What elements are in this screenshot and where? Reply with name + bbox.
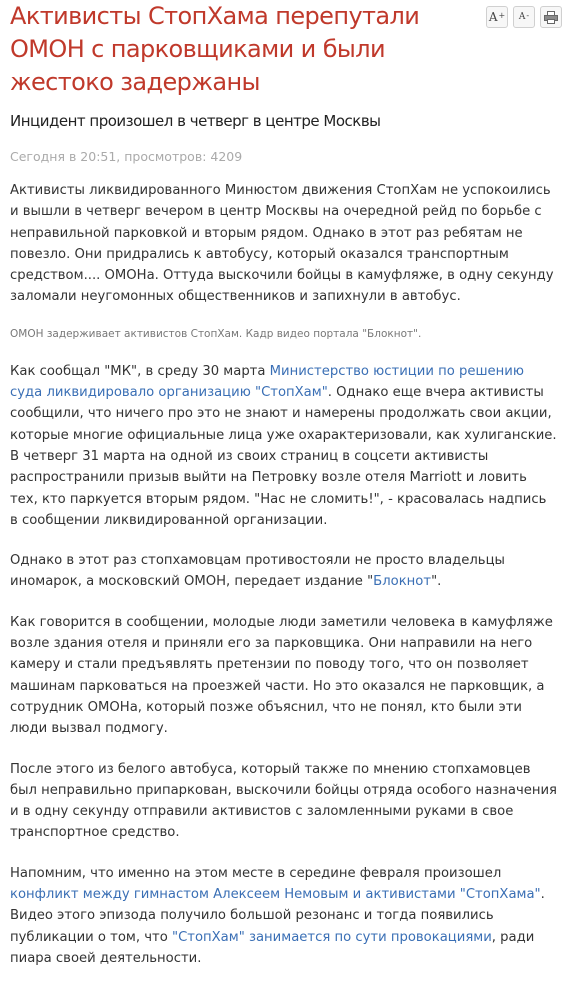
paragraph-6-text-a: Напомним, что именно на этом месте в середине февраля произошел <box>10 865 502 881</box>
provocations-link[interactable]: "СтопХам" занимается по сути провокациями <box>172 929 492 945</box>
article-meta: Сегодня в 20:51, просмотров: 4209 <box>10 149 243 164</box>
paragraph-4: Как говорится в сообщении, молодые люди заметили человека в камуфляже возле здания отеля и приняли его за парковщика. Они направили на него камеру и стали предъявлять претензии по поводу того, что он позволяет машинам парковаться на проезжей части. Но это оказался не парковщик, а сотрудник ОМОНа, который позже объяснил, что не понял, кто были эти люди вызвал подмогу. <box>10 614 553 737</box>
paragraph-5: После этого из белого автобуса, который также по мнению стопхамовцев был неправильно припаркован, выскочили бойцы отряда особого назначения и в одну секунду отправили активистов с заломленными руками в свое транспортное средство. <box>10 761 557 841</box>
font-increase-button[interactable] <box>486 6 508 28</box>
paragraph-2-text-a: Как сообщал "МК", в среду 30 марта <box>10 363 270 379</box>
paragraph-3 <box>10 550 558 593</box>
image-caption: ОМОН задерживает активистов СтопХам. Кадр видео портала "Блокнот". <box>10 327 422 340</box>
paragraph-3-text-b: ". <box>431 574 442 590</box>
font-increase-letter: A <box>488 10 498 24</box>
paragraph-6-text-c: , ради пиара своей деятельности. <box>10 929 535 966</box>
nemov-conflict-link[interactable]: конфликт между гимнастом Алексеем Немовым и активистами "СтопХама" <box>10 887 541 903</box>
text-tools <box>486 6 562 28</box>
lead-paragraph: Активисты ликвидированного Минюстом движения СтопХам не успокоились и вышли в четверг вечером в центр Москвы на очередной рейд по борьбе с неправильной парковкой и вторым рядом. Однако в этот раз ребятам не повезло. Они придрались к автобусу, который оказался транспортным средством.... ОМОНа. Оттуда выскочили бойцы в камуфляже, в одну секунду заломали неугомонных общественников и запихнули в автобус. <box>10 183 554 305</box>
article-subtitle: Инцидент произошел в четверг в центре Москвы <box>10 112 381 130</box>
print-button[interactable] <box>540 6 562 28</box>
article-title: Активисты СтопХама перепутали ОМОН с парковщиками и были жестоко задержаны <box>10 2 420 96</box>
font-decrease-button[interactable] <box>513 6 535 28</box>
font-decrease-letter: A <box>518 12 526 22</box>
paragraph-2-text-b: . Однако еще вчера активисты сообщили, что ничего про это не знают и намерены продолжать свои акции, которые многие официальные лица уже охарактеризовали, как хулиганские. В четверг 31 марта на одной из своих страниц в соцсети активисты распространили призыв выйти на Петровку возле отеля Marriott и ловить тех, кто паркуется вторым рядом. "Нас не сломить!", - красовалась надпись в сообщении ликвидированной организации. <box>10 385 557 528</box>
paragraph-6 <box>10 863 558 969</box>
paragraph-3-text-a: Однако в этот раз стопхамовцам противостояли не просто владельцы иномарок, а московский ОМОН, передает издание " <box>10 553 505 590</box>
paragraph-2 <box>10 361 558 531</box>
bloknot-link[interactable]: Блокнот <box>373 574 432 590</box>
article-body <box>10 180 558 988</box>
font-increase-sign: + <box>498 10 506 20</box>
paragraph-6-text-b: . Видео этого эпизода получило большой резонанс и тогда появились публикации о том, что <box>10 887 545 945</box>
ministry-link[interactable]: Министерство юстиции по решению суда ликвидировало организацию "СтопХам" <box>10 363 524 401</box>
printer-icon <box>544 11 558 24</box>
font-decrease-sign: - <box>526 10 530 20</box>
